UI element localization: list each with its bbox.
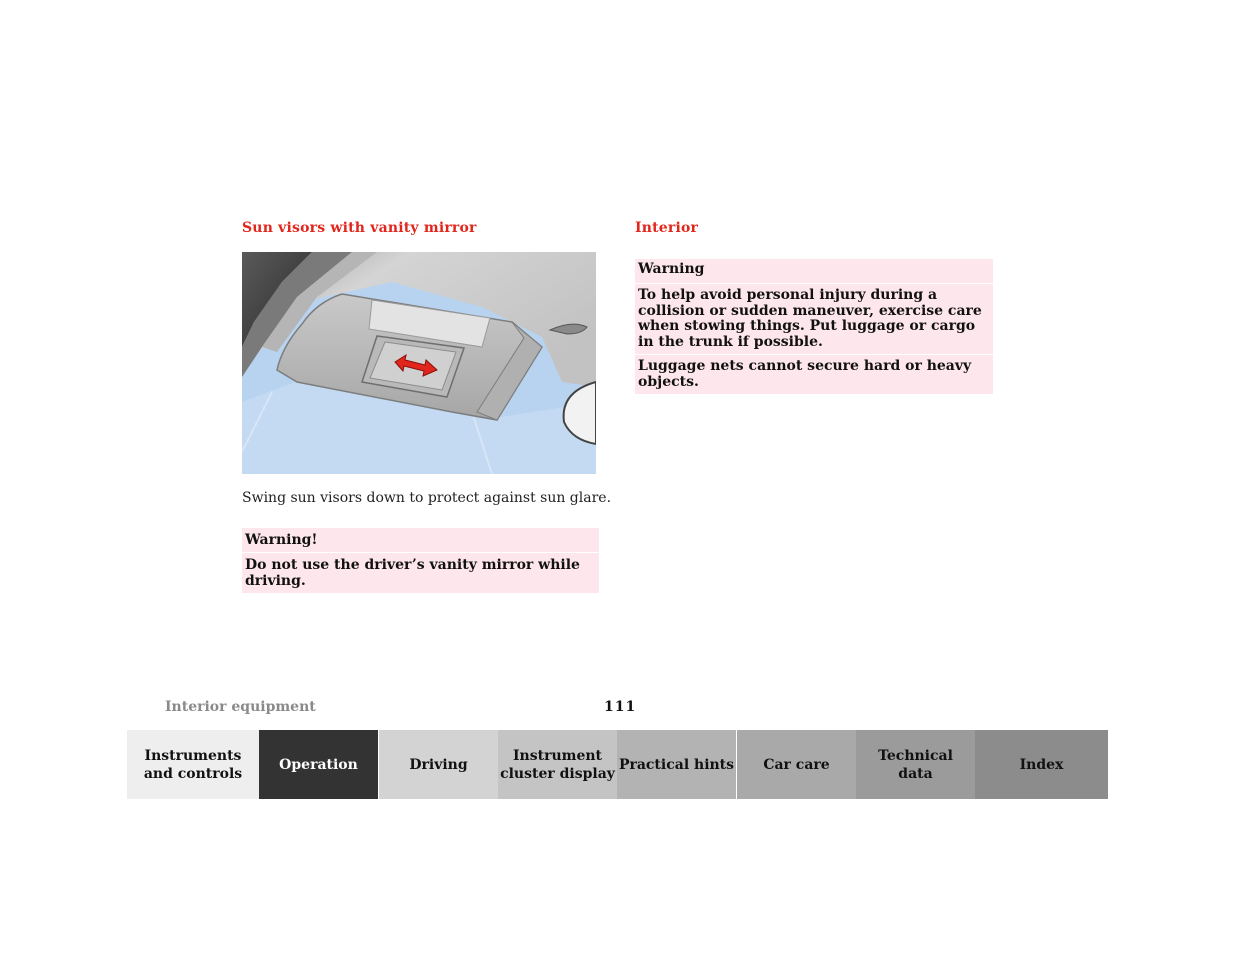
warning-box-vanity-mirror: [242, 528, 599, 593]
chapter-nav-bar: [127, 730, 1108, 799]
warning-text-stowing: To help avoid personal injury during a collision or sudden maneuver, exercise care when stowing things. Put luggage or cargo in the trunk if possible.: [635, 283, 993, 354]
nav-tab-instruments-and-controls[interactable]: Instruments and controls: [127, 730, 259, 799]
sun-visor-illustration: [242, 252, 596, 474]
warning-title: Warning!: [245, 532, 318, 548]
section-heading-sun-visors: Sun visors with vanity mirror: [242, 220, 477, 236]
nav-tab-instrument-cluster-display[interactable]: Instrument cluster display: [498, 730, 617, 799]
nav-tab-index[interactable]: Index: [975, 730, 1108, 799]
warning-box-interior: [635, 259, 993, 394]
nav-tab-car-care[interactable]: Car care: [736, 730, 856, 799]
nav-tab-practical-hints[interactable]: Practical hints: [617, 730, 736, 799]
warning-title: Warning: [638, 261, 705, 277]
warning-text-luggage-nets: Luggage nets cannot secure hard or heavy objects.: [635, 354, 993, 394]
nav-tab-operation[interactable]: Operation: [259, 730, 378, 799]
nav-tab-driving[interactable]: Driving: [378, 730, 498, 799]
footer-section-name: Interior equipment: [165, 699, 316, 715]
page-number: 111: [604, 699, 637, 715]
instruction-text: Swing sun visors down to protect against sun glare.: [242, 490, 612, 506]
nav-tab-technical-data[interactable]: Technical data: [856, 730, 975, 799]
warning-text: Do not use the driver’s vanity mirror while driving.: [242, 552, 599, 593]
section-heading-interior: Interior: [635, 220, 699, 236]
